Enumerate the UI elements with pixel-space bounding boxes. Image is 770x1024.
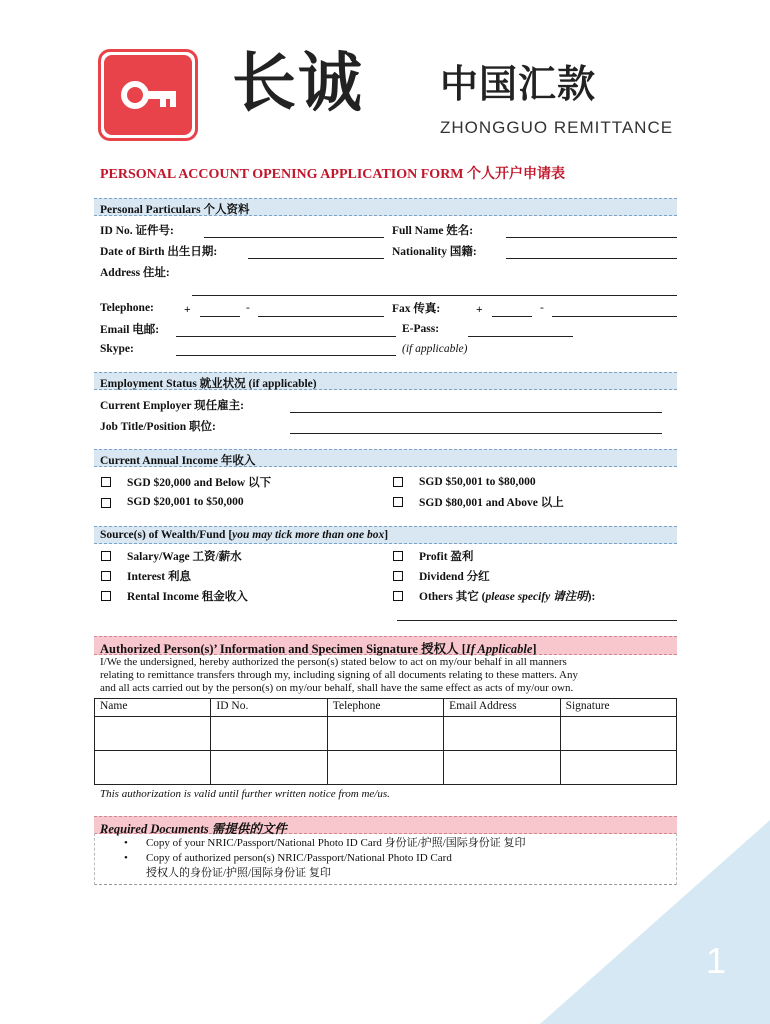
job-title-label: Job Title/Position 职位: [100,421,216,433]
authorization-line-3: and all acts carried out by the person(s) on my/our behalf, shall have the same effect as acts of my/our own. [100,682,574,694]
wealth-option-interest: Interest 利息 [127,571,191,583]
wealth-checkbox-interest[interactable] [101,571,111,581]
telephone-label: Telephone: [100,302,154,314]
email-field[interactable] [176,336,396,337]
table-row [95,751,677,785]
section-required-documents: Required Documents 需提供的文件 [94,816,677,834]
wealth-option-dividend: Dividend 分红 [419,571,490,583]
form-title: PERSONAL ACCOUNT OPENING APPLICATION FORM 个人开户申请表 [100,167,566,182]
column-header-email: Email Address [444,699,560,717]
income-checkbox-2[interactable] [101,498,111,508]
current-employer-field[interactable] [290,412,662,413]
authorized-header-prefix: Authorized Person(s)’ Information and Specimen Signature 授权人 [ [100,642,466,656]
nationality-field[interactable] [506,258,677,259]
income-option-3: SGD $50,001 to $80,000 [419,476,536,488]
wealth-checkbox-profit[interactable] [393,551,403,561]
wealth-option-profit: Profit 盈利 [419,551,474,563]
required-doc-item-2: Copy of authorized person(s) NRIC/Passport/National Photo ID Card [146,852,452,864]
job-title-field[interactable] [290,433,662,434]
address-field[interactable] [192,295,677,296]
others-prefix: Others 其它 ( [419,591,486,603]
authorization-line-2: relating to remittance transfers through my, including signing of all documents relating to these matters. Any [100,669,578,681]
brand-remit-cn: 中国汇款 [440,62,597,106]
table-cell[interactable] [327,751,443,785]
others-specify-field[interactable] [397,620,677,621]
income-checkbox-3[interactable] [393,477,403,487]
table-cell[interactable] [327,717,443,751]
fax-plus: + [476,304,483,316]
authorized-persons-table [94,698,677,785]
income-option-4: SGD $80,001 and Above 以上 [419,497,564,509]
fax-dash: - [540,302,544,314]
page-number: 1 [706,940,727,981]
table-cell[interactable] [560,717,676,751]
brand-name-cn: 长诚 [232,47,364,121]
full-name-label: Full Name 姓名: [392,225,474,237]
key-icon [120,78,180,112]
section-employment-status: Employment Status 就业状况 (if applicable) [94,372,677,390]
table-cell[interactable] [211,751,327,785]
skype-field[interactable] [176,355,396,356]
required-doc-item-2-line-2: 授权人的身份证/护照/国际身份证 复印 [146,867,331,879]
others-suffix: ): [587,591,596,603]
wealth-header-suffix: ] [384,529,389,541]
others-italic: please specify 请注明 [485,591,588,603]
section-authorized-persons [94,636,677,655]
section-annual-income: Current Annual Income 年收入 [94,449,677,467]
telephone-plus: + [184,304,191,316]
income-checkbox-1[interactable] [101,477,111,487]
id-no-label: ID No. 证件号: [100,225,174,237]
full-name-field[interactable] [506,237,677,238]
wealth-checkbox-rental[interactable] [101,591,111,601]
telephone-dash: - [246,302,250,314]
section-source-of-wealth [94,526,677,544]
section-personal-particulars: Personal Particulars 个人资料 [94,198,677,216]
dob-field[interactable] [248,258,384,259]
bullet-icon: • [124,852,128,864]
authorization-line-1: I/We the undersigned, hereby authorized the person(s) stated below to act on my/our behalf in all manners [100,656,567,668]
wealth-option-others [419,588,595,604]
authorized-header-italic: If Applicable [465,642,533,656]
email-label: Email 电邮: [100,324,160,336]
epass-field[interactable] [468,336,573,337]
wealth-checkbox-others[interactable] [393,591,403,601]
wealth-option-rental: Rental Income 租金收入 [127,591,248,603]
epass-if-applicable-note: (if applicable) [402,343,468,355]
income-checkbox-4[interactable] [393,497,403,507]
table-cell[interactable] [444,717,560,751]
wealth-checkbox-dividend[interactable] [393,571,403,581]
brand-remit-en: ZHONGGUO REMITTANCE [440,118,674,137]
current-employer-label: Current Employer 现任雇主: [100,400,244,412]
table-cell[interactable] [211,717,327,751]
table-cell[interactable] [560,751,676,785]
authorization-paragraph [100,656,675,695]
column-header-telephone: Telephone [327,699,443,717]
fax-country-code-field[interactable] [492,316,532,317]
table-cell[interactable] [95,717,211,751]
authorization-validity-note: This authorization is valid until further written notice from me/us. [100,788,390,800]
id-no-field[interactable] [204,237,384,238]
telephone-country-code-field[interactable] [200,316,240,317]
table-cell[interactable] [444,751,560,785]
telephone-number-field[interactable] [258,316,384,317]
dob-label: Date of Birth 出生日期: [100,246,218,258]
authorized-header-suffix: ] [532,642,537,656]
wealth-option-salary: Salary/Wage 工资/薪水 [127,551,242,563]
column-header-name: Name [95,699,211,717]
income-option-1: SGD $20,000 and Below 以下 [127,477,272,489]
required-doc-item-1: Copy of your NRIC/Passport/National Photo ID Card 身份证/护照/国际身份证 复印 [146,837,526,849]
column-header-signature: Signature [560,699,676,717]
nationality-label: Nationality 国籍: [392,246,477,258]
table-header-row [95,699,677,717]
wealth-checkbox-salary[interactable] [101,551,111,561]
table-row [95,717,677,751]
skype-label: Skype: [100,343,134,355]
bullet-icon: • [124,837,128,849]
column-header-id: ID No. [211,699,327,717]
fax-number-field[interactable] [552,316,677,317]
epass-label: E-Pass: [402,323,440,335]
table-cell[interactable] [95,751,211,785]
address-label: Address 住址: [100,267,170,279]
wealth-header-italic: you may tick more than one box [232,529,385,541]
income-option-2: SGD $20,001 to $50,000 [127,496,244,508]
wealth-header-prefix: Source(s) of Wealth/Fund [ [100,529,233,541]
fax-label: Fax 传真: [392,303,441,315]
